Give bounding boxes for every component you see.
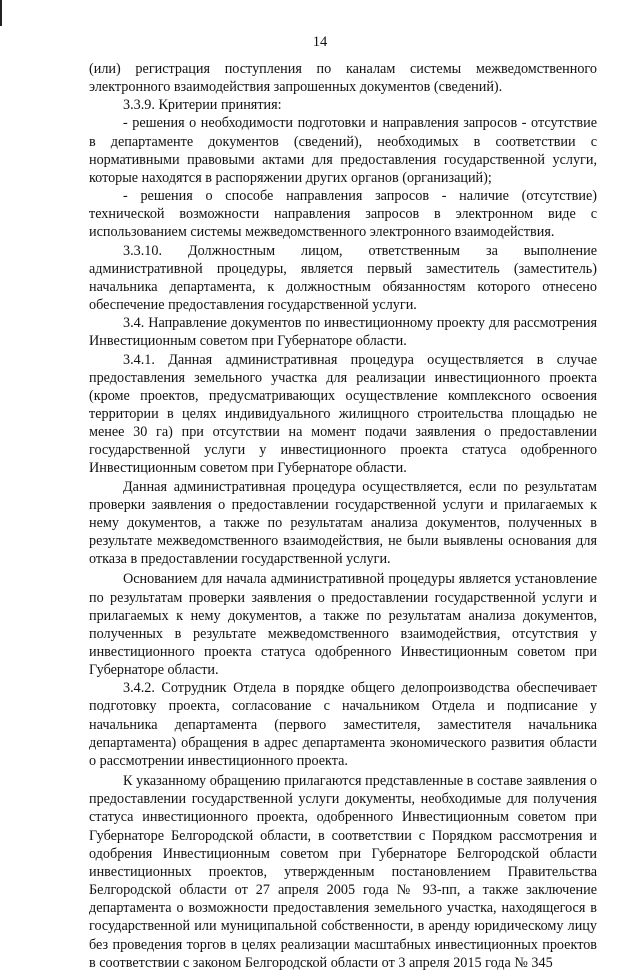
paragraph: - решения о необходимости подготовки и направления запросов - отсутствие в департаменте документов (сведений), необходимых в соответствии с нормативными правовыми актами для предоставления государственной услуги, которые находятся в распоряжении других органов (организаций); xyxy=(89,115,597,186)
page-number: 14 xyxy=(312,34,328,50)
document-body xyxy=(89,60,597,972)
page-edge-mark xyxy=(0,0,2,26)
paragraph: 3.4.2. Сотрудник Отдела в порядке общего делопроизводства обеспечивает подготовку проекта, согласование с начальником Отдела и подписание у начальника департамента (первого заместителя, заместителя начальника департамента) обращения в адрес департамента экономического развития области о рассмотрении инвестиционного проекта. xyxy=(89,680,597,769)
paragraph: 3.3.10. Должностным лицом, ответственным за выполнение административной процедуры, является первый заместитель (заместитель) начальника департамента, к должностным обязанностям которого отнесено обеспечение предоставления государственной услуги. xyxy=(89,242,597,314)
section-heading: 3.4. Направление документов по инвестиционному проекту для рассмотрения Инвестиционным советом при Губернаторе области. xyxy=(89,315,597,350)
paragraph: 3.4.1. Данная административная процедура осуществляется в случае предоставления земельного участка для реализации инвестиционного проекта (кроме проектов, предусматривающих осуществление комплексного освоения территории в целях индивидуального жилищного строительства площадью не менее 30 га) при отсутствии на момент подачи заявления о предоставлении государственной услуги у инвестиционного проекта статуса одобренного Инвестиционным советом при Губернаторе области. xyxy=(89,351,597,477)
paragraph: Основанием для начала административной процедуры является установление по результатам проверки заявления о предоставлении государственной услуги и прилагаемых к нему документов, а также по результатам анализа документов, полученных в результате межведомственного взаимодействия, отсутствия у инвестиционного проекта статуса одобренного Инвестиционным советом при Губернаторе области. xyxy=(89,571,597,679)
paragraph: - решения о способе направления запросов - наличие (отсутствие) технической возможности направления запросов в электронном виде с использованием системы межведомственного электронного взаимодействия. xyxy=(89,188,597,241)
paragraph: Данная административная процедура осуществляется, если по результатам проверки заявления о предоставлении государственной услуги и прилагаемых к нему документов, а также по результатам анализа документов, полученных в результате межведомственного взаимодействия, не были выявлены основания для отказа в предоставлении государственной услуги. xyxy=(89,478,597,568)
paragraph: (или) регистрация поступления по каналам системы межведомственного электронного взаимодействия запрошенных документов (сведений). xyxy=(89,61,597,96)
paragraph: 3.3.9. Критерии принятия: xyxy=(123,97,282,114)
paragraph: К указанному обращению прилагаются представленные в составе заявления о предоставлении государственной услуги документы, необходимые для получения статуса инвестиционного проекта, одобренного Инвестиционным советом при Губернаторе Белгородской области, в соответствии с Порядком рассмотрения и одобрения Инвестиционным советом при Губернаторе Белгородской области инвестиционных проектов, утвержденным постановлением Правительства Белгородской области от 27 апреля 2005 года № 93-пп, а также заключение департамента о возможности предоставления земельного участка, находящегося в государственной или муниципальной собственности, в аренду юридическому лицу без проведения торгов в целях реализации масштабных инвестиционных проектов в соответствии с законом Белгородской области от 3 апреля 2015 года № 345 xyxy=(89,773,597,971)
